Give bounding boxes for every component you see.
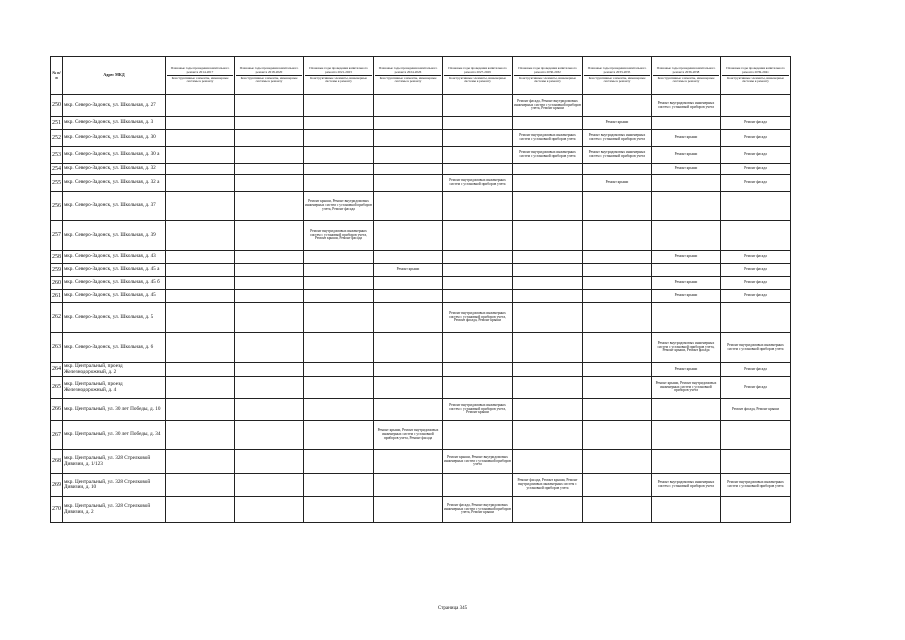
repair-cell	[374, 130, 443, 147]
header-period	[166, 57, 235, 95]
repair-cell	[513, 117, 583, 130]
repair-cell	[166, 277, 235, 290]
repair-cell	[583, 474, 652, 497]
repair-cell	[166, 251, 235, 264]
header-period	[652, 57, 721, 95]
repair-cell	[304, 95, 374, 117]
header-period	[721, 57, 791, 95]
repair-cell	[374, 497, 443, 523]
repair-cell: Ремонт внутридомовых инженерных систем с установкой приборов учета, Ремонт фасада, Ремонт крыши	[443, 303, 513, 333]
repair-cell: Ремонт внутридомовых инженерных систем с установкой приборов учета	[513, 147, 583, 164]
repair-cell	[374, 221, 443, 251]
repair-cell	[583, 333, 652, 363]
header-period-label: Плановые годы проведения капитального ремонта 2027-2029	[444, 66, 511, 76]
repair-cell: Ремонт крыши	[652, 290, 721, 303]
repair-cell	[235, 377, 304, 399]
repair-cell	[583, 377, 652, 399]
repair-cell	[304, 290, 374, 303]
repair-cell	[513, 221, 583, 251]
row-address: мкр. Северо-Задонск, ул. Школьная, д. 30 а	[63, 147, 166, 164]
table-row	[51, 450, 791, 474]
table-body	[51, 95, 791, 523]
row-address: мкр. Центральный, ул. 328 Стрелковой Дивизии, д. 10	[63, 474, 166, 497]
row-address: мкр. Северо-Задонск, ул. Школьная, д. 32	[63, 164, 166, 175]
repair-cell	[235, 450, 304, 474]
repair-cell: Ремонт фасада, Ремонт крыши	[721, 399, 791, 421]
repair-cell	[721, 450, 791, 474]
row-number: 256	[51, 192, 63, 221]
repair-cell	[513, 264, 583, 277]
row-number: 268	[51, 450, 63, 474]
repair-cell: Ремонт фасада	[721, 251, 791, 264]
repair-cell	[583, 450, 652, 474]
repair-cell	[166, 95, 235, 117]
repair-cell: Ремонт фасада	[721, 290, 791, 303]
repair-cell	[583, 363, 652, 377]
repair-cell: Ремонт фасада	[721, 363, 791, 377]
row-number: 252	[51, 130, 63, 147]
repair-cell	[166, 377, 235, 399]
repair-cell: Ремонт крыши	[652, 164, 721, 175]
row-address: мкр. Северо-Задонск, ул. Школьная, д. 37	[63, 192, 166, 221]
repair-cell	[443, 290, 513, 303]
repair-cell	[374, 450, 443, 474]
repair-cell	[235, 175, 304, 192]
repair-cell	[513, 277, 583, 290]
header-period	[583, 57, 652, 95]
repair-cell	[374, 474, 443, 497]
header-period-sub: Конструктивные элементы, инженерные системы к ремонту	[657, 76, 715, 84]
repair-cell	[235, 303, 304, 333]
repair-cell	[583, 251, 652, 264]
table-row	[51, 147, 791, 164]
repair-cell	[304, 474, 374, 497]
row-number: 250	[51, 95, 63, 117]
repair-cell	[721, 95, 791, 117]
header-period-label: Плановые годы проведения капитального ремонта 2018-2020	[236, 66, 302, 76]
row-address: мкр. Северо-Задонск, ул. Школьная, д. 27	[63, 95, 166, 117]
repair-cell	[652, 421, 721, 450]
header-period	[374, 57, 443, 95]
repair-cell	[443, 377, 513, 399]
repair-cell: Ремонт фасада, Ремонт крыши, Ремонт внутридомовых инженерных систем с установкой приборов учета	[513, 474, 583, 497]
header-period-sub: Конструктивные элементы, инженерные системы к ремонту	[240, 76, 298, 84]
table-header-row	[51, 57, 791, 95]
repair-cell	[166, 130, 235, 147]
repair-cell	[374, 363, 443, 377]
repair-cell	[374, 251, 443, 264]
header-period	[513, 57, 583, 95]
repair-cell	[374, 277, 443, 290]
repair-cell	[374, 117, 443, 130]
repair-cell	[374, 303, 443, 333]
repair-cell	[235, 95, 304, 117]
repair-cell: Ремонт фасада, Ремонт внутридомовых инженерных систем с установкой приборов учета, Ремонт крыши	[443, 497, 513, 523]
repair-cell	[443, 474, 513, 497]
repair-cell: Ремонт фасада	[721, 277, 791, 290]
header-period-label: Плановые годы проведения капитального ремонта 2014-2017	[167, 66, 233, 76]
repair-cell	[235, 221, 304, 251]
repair-cell	[374, 377, 443, 399]
row-number: 260	[51, 277, 63, 290]
repair-cell	[374, 290, 443, 303]
repair-cell	[374, 192, 443, 221]
header-period	[235, 57, 304, 95]
repair-cell	[304, 399, 374, 421]
row-address: мкр. Северо-Задонск, ул. Школьная, д. 39	[63, 221, 166, 251]
table-row	[51, 377, 791, 399]
repair-cell: Ремонт внутридомовых инженерных систем с установкой приборов учета	[583, 147, 652, 164]
table-row	[51, 117, 791, 130]
repair-cell	[513, 175, 583, 192]
repair-cell	[304, 277, 374, 290]
repair-cell	[304, 251, 374, 264]
header-period-label: Плановые годы проведения капитального ремонта 2039-2041	[722, 66, 789, 76]
row-address: мкр. Северо-Задонск, ул. Школьная, д. 45 б	[63, 277, 166, 290]
row-number: 269	[51, 474, 63, 497]
repair-cell: Ремонт внутридомовых инженерных систем с установкой приборов учета, Ремонт крыши	[443, 399, 513, 421]
repair-cell: Ремонт фасада, Ремонт внутридомовых инженерных систем с установкой приборов учета, Ремонт крыши	[513, 95, 583, 117]
repair-cell	[443, 277, 513, 290]
table-row	[51, 264, 791, 277]
header-period-sub: Конструктивные элементы, инженерные системы к ремонту	[588, 76, 646, 84]
repair-cell	[374, 95, 443, 117]
repair-cell	[166, 421, 235, 450]
repair-cell	[304, 333, 374, 363]
row-number: 267	[51, 421, 63, 450]
repair-cell	[166, 333, 235, 363]
table-row	[51, 333, 791, 363]
repair-cell	[721, 421, 791, 450]
table-row	[51, 399, 791, 421]
table-row	[51, 497, 791, 523]
repair-cell	[513, 290, 583, 303]
repair-cell: Ремонт внутридомовых инженерных систем с установкой приборов учета	[583, 130, 652, 147]
repair-cell	[304, 363, 374, 377]
header-period	[304, 57, 374, 95]
repair-cell	[374, 399, 443, 421]
header-period-label: Плановые годы проведения капитального ремонта 2030-2032	[514, 66, 581, 76]
row-address: мкр. Северо-Задонск, ул. Школьная, д. 6	[63, 333, 166, 363]
repair-cell	[304, 164, 374, 175]
repair-cell	[235, 117, 304, 130]
repair-cell: Ремонт крыши, Ремонт внутридомовых инженерных систем с установкой приборов учета	[652, 377, 721, 399]
repair-cell: Ремонт крыши	[652, 277, 721, 290]
row-address: мкр. Центральный, проезд Железнодорожный, д. 4	[63, 377, 166, 399]
repair-cell	[374, 164, 443, 175]
row-address: мкр. Центральный, ул. 328 Стрелковой Дивизии, д. 1/123	[63, 450, 166, 474]
table-row	[51, 277, 791, 290]
table-row	[51, 290, 791, 303]
repair-cell: Ремонт внутридомовых инженерных систем с установкой приборов учета	[443, 175, 513, 192]
header-period-sub: Конструктивные элементы, инженерные системы к ремонту	[449, 76, 506, 84]
repair-cell	[443, 333, 513, 363]
repair-cell	[513, 399, 583, 421]
repair-cell	[166, 363, 235, 377]
repair-cell	[304, 117, 374, 130]
repair-cell: Ремонт внутридомовых инженерных систем с установкой приборов учета, Ремонт крыши, Ремонт фасада	[304, 221, 374, 251]
repair-cell: Ремонт крыши	[374, 264, 443, 277]
row-address: мкр. Центральный, ул. 328 Стрелковой Дивизии, д. 2	[63, 497, 166, 523]
repair-cell	[166, 290, 235, 303]
repair-cell	[374, 175, 443, 192]
repair-cell	[166, 175, 235, 192]
repair-cell	[652, 117, 721, 130]
header-period	[443, 57, 513, 95]
repair-cell	[235, 264, 304, 277]
row-number: 257	[51, 221, 63, 251]
repair-cell	[443, 147, 513, 164]
repair-cell	[235, 290, 304, 303]
repair-cell	[235, 474, 304, 497]
repair-cell: Ремонт фасада	[721, 117, 791, 130]
repair-cell	[583, 164, 652, 175]
header-period-label: Плановые годы проведения капитального ремонта 2021-2023	[305, 66, 372, 76]
table-row	[51, 175, 791, 192]
row-number: 251	[51, 117, 63, 130]
repair-cell: Ремонт внутридомовых инженерных систем с установкой приборов учета	[513, 130, 583, 147]
repair-cell	[721, 497, 791, 523]
repair-cell	[166, 117, 235, 130]
header-num: № п/п	[51, 57, 63, 95]
repair-cell	[235, 497, 304, 523]
repair-cell	[235, 333, 304, 363]
repair-cell	[583, 264, 652, 277]
repair-cell	[166, 264, 235, 277]
repair-cell	[443, 192, 513, 221]
repair-cell: Ремонт внутридомовых инженерных систем с установкой приборов учета	[652, 474, 721, 497]
repair-cell: Ремонт крыши	[583, 117, 652, 130]
repair-cell	[166, 474, 235, 497]
header-period-label: Плановые годы проведения капитального ремонта 2033-2035	[584, 66, 650, 76]
repair-cell: Ремонт крыши, Ремонт внутридомовых инженерных систем с установкой приборов учета, Ремонт фасада	[374, 421, 443, 450]
table-row	[51, 474, 791, 497]
repair-cell	[721, 221, 791, 251]
row-address: мкр. Северо-Задонск, ул. Школьная, д. 30	[63, 130, 166, 147]
repair-cell	[443, 421, 513, 450]
repair-cell	[235, 251, 304, 264]
repair-cell	[513, 192, 583, 221]
table-row	[51, 192, 791, 221]
repair-cell	[652, 175, 721, 192]
repair-cell: Ремонт фасада	[721, 130, 791, 147]
row-number: 264	[51, 363, 63, 377]
repair-cell	[235, 399, 304, 421]
repair-cell	[304, 377, 374, 399]
repair-cell	[513, 497, 583, 523]
repair-cell	[304, 264, 374, 277]
repair-cell	[304, 175, 374, 192]
row-address: мкр. Центральный, ул. 30 лет Победы, д. 34	[63, 421, 166, 450]
repair-cell	[443, 221, 513, 251]
repair-cell: Ремонт фасада	[721, 147, 791, 164]
repair-cell	[443, 251, 513, 264]
repair-cell	[304, 450, 374, 474]
repair-cell: Ремонт крыши	[652, 363, 721, 377]
repair-cell	[374, 147, 443, 164]
table-row	[51, 303, 791, 333]
row-number: 265	[51, 377, 63, 399]
repair-cell: Ремонт внутридомовых инженерных систем с установкой приборов учета	[721, 474, 791, 497]
repair-cell	[652, 497, 721, 523]
repair-cell	[374, 333, 443, 363]
table-row	[51, 363, 791, 377]
header-period-label: Плановые годы проведения капитального ремонта 2036-2038	[653, 66, 719, 76]
repair-cell	[443, 95, 513, 117]
repair-cell	[513, 164, 583, 175]
row-number: 270	[51, 497, 63, 523]
repair-cell	[304, 147, 374, 164]
repair-cell	[721, 303, 791, 333]
repair-cell	[583, 303, 652, 333]
repair-cell	[583, 277, 652, 290]
repair-cell	[235, 164, 304, 175]
row-number: 258	[51, 251, 63, 264]
repair-cell	[166, 450, 235, 474]
repair-cell	[235, 192, 304, 221]
table-row	[51, 421, 791, 450]
page-number: Страница 345	[437, 606, 468, 611]
repair-cell: Ремонт фасада	[721, 377, 791, 399]
repair-cell	[304, 303, 374, 333]
row-address: мкр. Северо-Задонск, ул. Школьная, д. 45 а	[63, 264, 166, 277]
repair-cell	[443, 164, 513, 175]
row-address: мкр. Северо-Задонск, ул. Школьная, д. 32 а	[63, 175, 166, 192]
repair-cell	[652, 303, 721, 333]
repair-cell	[235, 421, 304, 450]
repair-cell	[652, 399, 721, 421]
repair-cell	[652, 450, 721, 474]
row-address: мкр. Северо-Задонск, ул. Школьная, д. 43	[63, 251, 166, 264]
header-period-label: Плановые годы проведения капитального ремонта 2024-2026	[375, 66, 441, 76]
repair-cell	[166, 303, 235, 333]
repair-cell	[443, 264, 513, 277]
repair-cell	[513, 377, 583, 399]
repair-cell: Ремонт крыши	[652, 147, 721, 164]
repair-cell: Ремонт фасада	[721, 264, 791, 277]
table-row	[51, 221, 791, 251]
repair-cell	[583, 399, 652, 421]
repair-cell	[304, 130, 374, 147]
row-address: мкр. Северо-Задонск, ул. Школьная, д. 45	[63, 290, 166, 303]
repair-cell	[235, 130, 304, 147]
table-row	[51, 95, 791, 117]
repair-cell	[721, 192, 791, 221]
repair-cell	[443, 117, 513, 130]
row-number: 255	[51, 175, 63, 192]
table-row	[51, 251, 791, 264]
row-address: мкр. Северо-Задонск, ул. Школьная, д. 3	[63, 117, 166, 130]
repair-cell: Ремонт фасада	[721, 175, 791, 192]
repair-cell	[443, 363, 513, 377]
row-number: 254	[51, 164, 63, 175]
repair-cell	[513, 363, 583, 377]
repair-cell	[513, 333, 583, 363]
repair-cell	[235, 277, 304, 290]
repair-cell	[583, 497, 652, 523]
header-period-sub: Конструктивные элементы, инженерные системы к ремонту	[171, 76, 229, 84]
repair-cell	[652, 264, 721, 277]
repair-cell	[583, 290, 652, 303]
header-period-sub: Конструктивные элементы, инженерные системы к ремонту	[379, 76, 437, 84]
row-number: 253	[51, 147, 63, 164]
repair-cell	[304, 421, 374, 450]
row-address: мкр. Центральный, проезд Железнодорожный, д. 2	[63, 363, 166, 377]
repair-cell	[513, 450, 583, 474]
row-number: 263	[51, 333, 63, 363]
repair-cell	[583, 192, 652, 221]
row-number: 261	[51, 290, 63, 303]
row-address: мкр. Центральный, ул. 30 лет Победы, д. 10	[63, 399, 166, 421]
row-number: 266	[51, 399, 63, 421]
repair-cell	[235, 363, 304, 377]
repair-cell	[513, 251, 583, 264]
repair-cell: Ремонт внутридомовых инженерных систем с установкой приборов учета	[721, 333, 791, 363]
repair-cell	[513, 421, 583, 450]
repair-cell: Ремонт крыши, Ремонт внутридомовых инженерных систем с установкой приборов учета	[443, 450, 513, 474]
table-row	[51, 130, 791, 147]
table-row	[51, 164, 791, 175]
repair-cell	[652, 221, 721, 251]
repair-cell	[652, 192, 721, 221]
header-period-sub: Конструктивные элементы, инженерные системы к ремонту	[727, 76, 784, 84]
repair-cell: Ремонт фасада	[721, 164, 791, 175]
header-period-sub: Конструктивные элементы, инженерные системы к ремонту	[310, 76, 367, 84]
repair-cell: Ремонт внутридомовых инженерных систем с установкой приборов учета	[652, 95, 721, 117]
repair-cell	[583, 221, 652, 251]
repair-cell	[235, 147, 304, 164]
repair-cell	[443, 130, 513, 147]
row-number: 262	[51, 303, 63, 333]
repair-cell	[513, 303, 583, 333]
capital-repair-table	[50, 56, 791, 523]
row-address: мкр. Северо-Задонск, ул. Школьная, д. 5	[63, 303, 166, 333]
repair-cell	[166, 192, 235, 221]
repair-cell	[304, 497, 374, 523]
repair-cell: Ремонт крыши	[583, 175, 652, 192]
repair-cell	[583, 95, 652, 117]
repair-cell	[166, 147, 235, 164]
repair-cell: Ремонт крыши, Ремонт внутридомовых инженерных систем с установкой приборов учета, Ремонт фасада	[304, 192, 374, 221]
repair-cell	[166, 399, 235, 421]
repair-cell: Ремонт крыши	[652, 251, 721, 264]
repair-cell: Ремонт крыши	[652, 130, 721, 147]
repair-cell: Ремонт внутридомовых инженерных систем с установкой приборов учета, Ремонт крыши, Ремонт фасада	[652, 333, 721, 363]
header-address: Адрес МКД	[63, 57, 166, 95]
repair-cell	[583, 421, 652, 450]
repair-cell	[166, 221, 235, 251]
repair-cell	[166, 497, 235, 523]
repair-cell	[166, 164, 235, 175]
row-number: 259	[51, 264, 63, 277]
header-period-sub: Конструктивные элементы, инженерные системы к ремонту	[519, 76, 576, 84]
